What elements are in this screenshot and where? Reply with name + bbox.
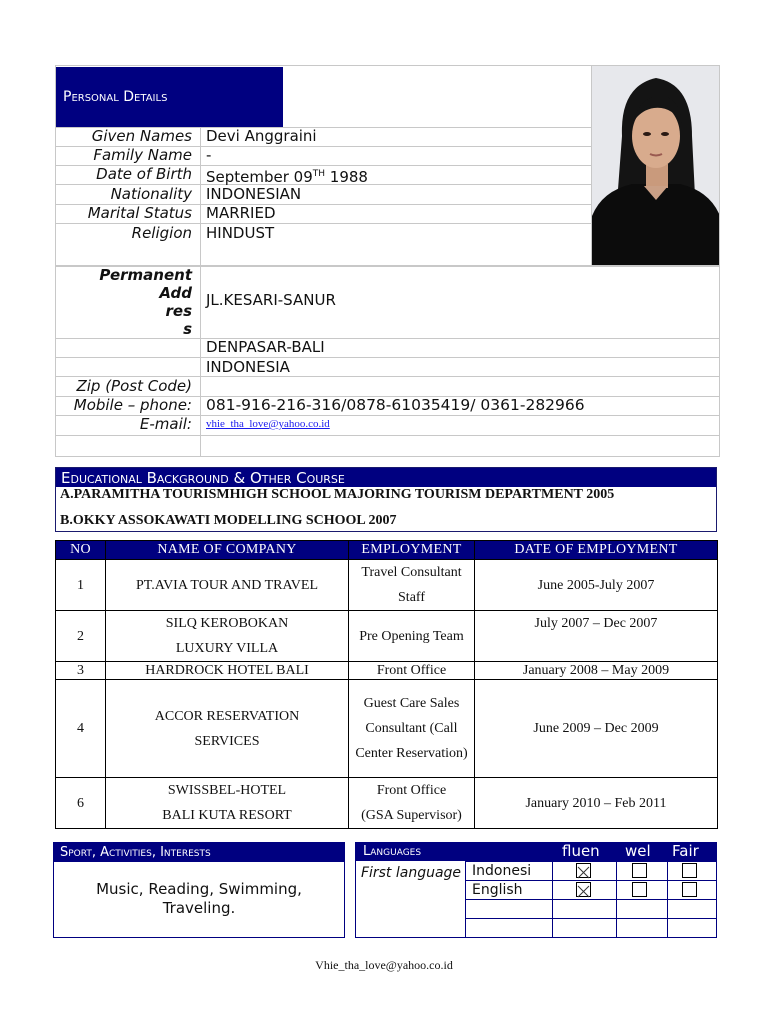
header-company: NAME OF COMPANY	[106, 541, 349, 560]
row-position: Pre Opening Team	[349, 611, 475, 662]
row-date: June 2005-July 2007	[475, 560, 718, 611]
row-date: July 2007 – Dec 2007	[475, 611, 718, 662]
row-position: Guest Care Sales Consultant (Call Center Reservation)	[349, 680, 475, 778]
check-x-icon	[577, 866, 590, 879]
row-no: 1	[56, 560, 106, 611]
row-date: January 2008 – May 2009	[475, 662, 718, 680]
given-names-label: Given Names	[91, 127, 192, 145]
row-position: Front Office (GSA Supervisor)	[349, 778, 475, 829]
dob-year: 1988	[325, 168, 368, 186]
row-no: 3	[56, 662, 106, 680]
address-label-line-3: res	[165, 302, 192, 320]
nationality-value: INDONESIAN	[206, 185, 302, 203]
permanent-address-label	[56, 266, 192, 338]
portrait-image	[592, 66, 719, 265]
employment-table	[55, 540, 718, 829]
address-label-line-2: Add	[159, 284, 192, 302]
dob-value	[206, 165, 368, 184]
header-no: NO	[56, 541, 106, 560]
row-position: Front Office	[349, 662, 475, 680]
first-language-label: First language	[360, 865, 462, 881]
indonesian-fluent-checkbox[interactable]	[576, 863, 591, 878]
email-link[interactable]: vhie_tha_love@yahoo.co.id	[206, 418, 330, 430]
row-no: 4	[56, 680, 106, 778]
marital-status-value: MARRIED	[206, 204, 276, 222]
email-label: E-mail:	[139, 415, 192, 433]
sport-text: Music, Reading, Swimming, Traveling.	[96, 880, 302, 917]
indonesian-well-checkbox[interactable]	[632, 863, 647, 878]
row-date: June 2009 – Dec 2009	[475, 680, 718, 778]
row-date: January 2010 – Feb 2011	[475, 778, 718, 829]
nationality-label: Nationality	[110, 185, 192, 203]
row-company: HARDROCK HOTEL BALI	[106, 662, 349, 680]
family-name-label: Family Name	[93, 146, 192, 164]
address-label-line-1: Permanent	[99, 266, 192, 284]
header-employment: EMPLOYMENT	[349, 541, 475, 560]
check-x-icon	[577, 885, 590, 898]
education-line-1: A.PARAMITHA TOURISMHIGH SCHOOL MAJORING TOURISM DEPARTMENT 2005	[60, 487, 615, 502]
row-company: SILQ KEROBOKAN LUXURY VILLA	[106, 611, 349, 662]
education-line-2: B.OKKY ASSOKAWATI MODELLING SCHOOL 2007	[60, 513, 397, 528]
languages-header	[355, 842, 717, 861]
table-row	[56, 662, 718, 680]
footer-email: Vhie_tha_love@yahoo.co.id	[315, 958, 453, 972]
religion-value: HINDUST	[206, 224, 275, 242]
row-company: SWISSBEL-HOTEL BALI KUTA RESORT	[106, 778, 349, 829]
personal-details-title: Personal Details	[56, 67, 283, 127]
english-fluent-checkbox[interactable]	[576, 882, 591, 897]
dob-label: Date of Birth	[96, 165, 192, 183]
english-fair-checkbox[interactable]	[682, 882, 697, 897]
zip-label: Zip (Post Code)	[76, 377, 192, 395]
religion-label: Religion	[131, 224, 192, 242]
table-row	[56, 611, 718, 662]
profile-photo	[591, 66, 719, 265]
sport-title: Sport, Activities, Interests	[54, 843, 344, 862]
row-no: 6	[56, 778, 106, 829]
languages-title: Languages	[363, 844, 422, 859]
row-company: ACCOR RESERVATION SERVICES	[106, 680, 349, 778]
address-line-2: DENPASAR-BALI	[206, 338, 325, 356]
col-fluent: fluen	[562, 842, 600, 860]
indonesian-fair-checkbox[interactable]	[682, 863, 697, 878]
family-name-value: -	[206, 146, 212, 164]
mobile-phone-label: Mobile – phone:	[73, 396, 192, 414]
employment-header-row	[56, 541, 718, 560]
col-fair: Fair	[672, 842, 699, 860]
education-title: Educational Background & Other Course	[56, 468, 716, 487]
col-well: wel	[625, 842, 651, 860]
row-position: Travel Consultant Staff	[349, 560, 475, 611]
table-row	[56, 778, 718, 829]
row-company: PT.AVIA TOUR AND TRAVEL	[106, 560, 349, 611]
languages-grid	[465, 861, 717, 938]
address-line-3: INDONESIA	[206, 358, 290, 376]
language-name: Indonesi	[465, 861, 553, 881]
dob-suffix: TH	[312, 169, 326, 179]
dob-prefix: September 09	[206, 168, 313, 186]
marital-status-label: Marital Status	[87, 204, 192, 222]
address-label-line-4: s	[183, 320, 192, 338]
given-names-value: Devi Anggraini	[206, 127, 317, 145]
mobile-phone-value: 081-916-216-316/0878-61035419/ 0361-282966	[206, 396, 585, 414]
language-name: English	[465, 880, 553, 900]
address-line-1: JL.KESARI-SANUR	[206, 291, 336, 309]
english-well-checkbox[interactable]	[632, 882, 647, 897]
header-date: DATE OF EMPLOYMENT	[475, 541, 718, 560]
table-row	[56, 680, 718, 778]
table-row	[56, 560, 718, 611]
row-no: 2	[56, 611, 106, 662]
